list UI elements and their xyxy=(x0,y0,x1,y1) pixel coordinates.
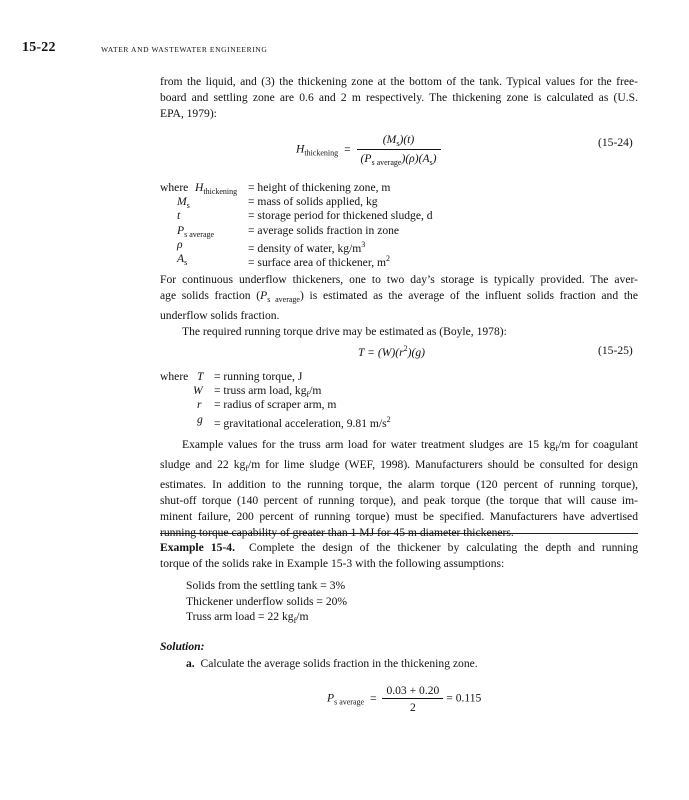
solution-heading: Solution: xyxy=(160,640,205,653)
definition-row: r = radius of scraper arm, m xyxy=(197,398,337,412)
eq-fraction: $\frac{0.03 + 0.20}{2}$ xyxy=(382,684,443,714)
intro-paragraph xyxy=(160,74,638,122)
definition-row: $A_s$ = surface area of thickener, $m^2$ xyxy=(177,251,391,269)
equation-15-24: $H_{thickening}$ = $\frac{(M_s)(t)}{(P_{s average})(\rho)(A_s)}$ xyxy=(296,133,441,167)
assumption-item: Truss arm load = 22 $kg_f/m$ xyxy=(186,610,309,625)
paragraph-line: For continuous underflow thickeners, one to two day’s storage is typically provided. The aver- xyxy=(160,273,638,286)
definition-row: ρ = density of water, $kg/m^3$ xyxy=(177,237,366,255)
paragraph-line: age solids fraction $(P_{s average})$ is estimated as the average of the influent solids fraction and the xyxy=(160,289,639,304)
definition-row: t = storage period for thickened sludge, d xyxy=(177,209,433,223)
intro-line: board and settling zone are 0.6 and 2 m respectively. The thickening zone is calculated as (U.S. xyxy=(160,91,638,104)
variable-definitions-1 xyxy=(160,181,480,269)
equation-number: (15-24) xyxy=(598,136,633,149)
paragraph-line: estimates. In addition to the running torque, the alarm torque (120 percent of running torque), xyxy=(160,478,638,491)
eq-lhs: H xyxy=(296,142,305,156)
paragraph-line: The required running torque drive may be estimated as (Boyle, 1978): xyxy=(182,325,507,338)
paragraph-line: underflow solids fraction. xyxy=(160,309,280,322)
example-assumptions xyxy=(186,578,347,629)
example-label: Example 15-4. xyxy=(160,541,235,554)
eq-lhs-sub: thickening xyxy=(304,148,339,158)
intro-line: EPA, 1979): xyxy=(160,107,217,120)
definition-row: W = truss arm load, $kg_f/m$ xyxy=(193,384,322,400)
running-title: WATER AND WASTEWATER ENGINEERING xyxy=(101,45,268,54)
paragraph-line: running torque capability of greater than 1 MJ for 45 m diameter thickeners. xyxy=(160,526,514,539)
paragraph-line: shut-off torque (140 percent of running torque), and peak torque (the torque that will cause im- xyxy=(160,494,638,507)
variable-definitions-2 xyxy=(160,370,480,430)
eq-denominator: $(P_{s average})(\rho)(A_s)$ xyxy=(360,152,437,167)
paragraph-line: Example values for the truss arm load for water treatment sludges are 15 $kg_f/m$ for coagulant xyxy=(182,438,638,453)
storage-paragraph xyxy=(160,272,638,340)
definition-row: where T = running torque, J xyxy=(160,370,303,383)
solution-step-a: a. Calculate the average solids fraction in the thickening zone. xyxy=(186,657,478,670)
paragraph-line: sludge and 22 $kg_f/m$ for lime sludge (WEF, 1998). Manufacturers should be consulted for design xyxy=(160,458,638,473)
eq-numerator: $(M_s)(t)$ xyxy=(357,133,441,150)
definition-row: $M_s$ = mass of solids applied, kg xyxy=(177,195,378,211)
definition-row: $P_{s average}$ = average solids fraction in zone xyxy=(177,223,400,239)
paragraph-line: minent failure, 200 percent of running torque) must be specified. Manufacturers have advertised xyxy=(160,510,638,523)
assumption-item: Thickener underflow solids = 20% xyxy=(186,594,348,608)
intro-line: from the liquid, and (3) the thickening zone at the bottom of the tank. Typical values for the free- xyxy=(160,75,638,88)
eq-fraction xyxy=(357,133,441,167)
torque-paragraph xyxy=(160,437,638,541)
equation-number: (15-25) xyxy=(598,344,633,357)
section-divider xyxy=(160,533,638,534)
average-solids-equation: $P_{s average}$ = $\frac{0.03 + 0.20}{2}$ = 0.115 xyxy=(327,684,482,714)
assumption-item: Solids from the settling tank = 3% xyxy=(186,579,346,592)
example-statement: Example 15-4. Complete the design of the thickener by calculating the depth and running torque of the solids rake in Example 15-3 with the following assumptions: xyxy=(160,541,638,570)
equation-15-25: $T = (W)(r^2)(g)$ xyxy=(358,344,426,359)
page-number: 15-22 xyxy=(22,40,56,55)
definition-row: g = gravitational acceleration, 9.81 $m/s^2$ xyxy=(197,412,391,430)
definition-row: where $H_{thickening}$ = height of thickening zone, m xyxy=(160,181,391,196)
